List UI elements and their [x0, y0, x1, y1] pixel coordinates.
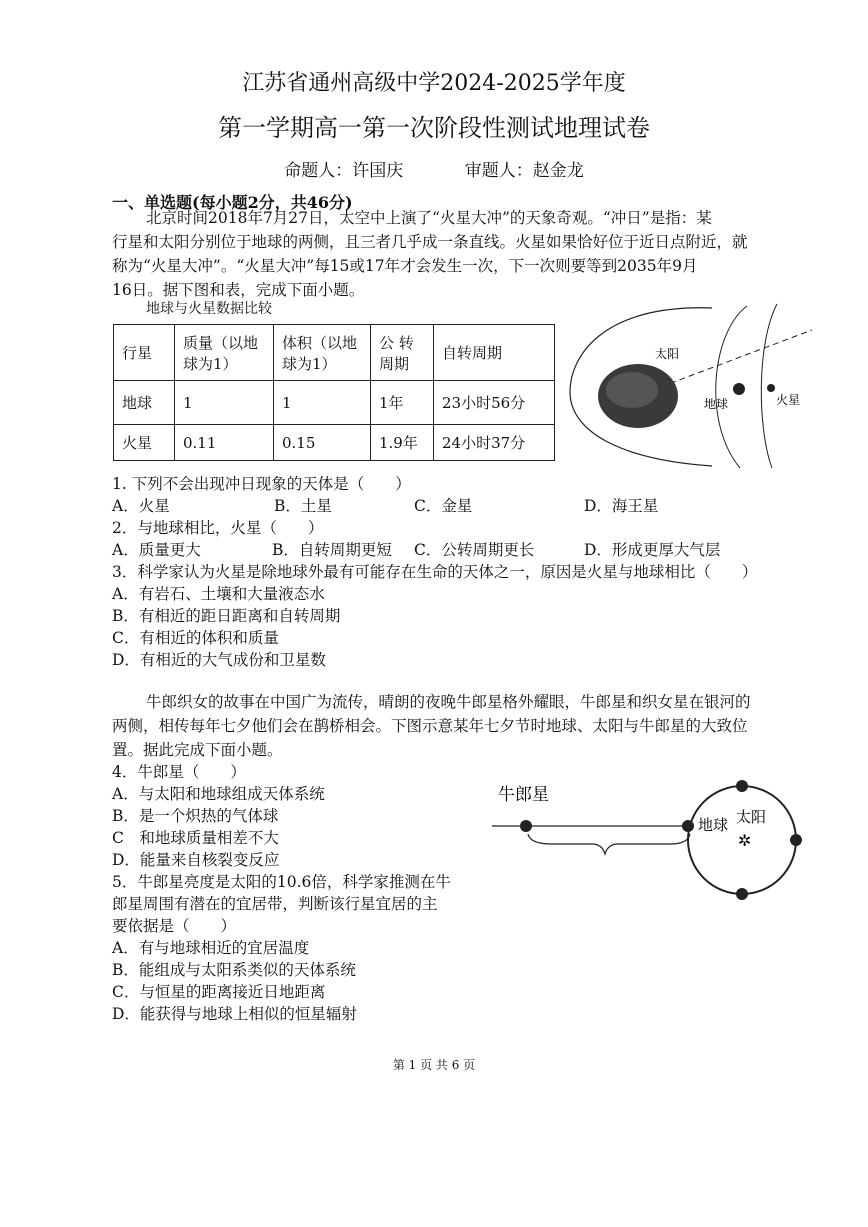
earth-label: 地球 [704, 397, 729, 411]
q2-stem: 2．与地球相比，火星（ ） [112, 519, 324, 537]
mars-label: 火星 [776, 393, 801, 407]
q2-option-a[interactable]: A．质量更大 [112, 541, 201, 559]
q1-option-a[interactable]: A．火星 [112, 497, 170, 515]
earth-position-bottom [736, 888, 748, 900]
table-caption: 地球与火星数据比较 [146, 301, 272, 317]
table-header-row [114, 325, 555, 381]
table-cell: 1年 [371, 381, 434, 425]
passage2-line-1: 牛郎织女的故事在中国广为流传，晴朗的夜晚牛郎星格外耀眼，牛郎星和织女星在银河的 [146, 693, 751, 711]
q5-option-d[interactable]: D．能获得与地球上相似的恒星辐射 [112, 1005, 357, 1023]
altair-label: 牛郎星 [498, 785, 549, 805]
authors-line [0, 156, 868, 181]
earth-label-2: 地球 [698, 816, 729, 834]
exam-school-title: 江苏省通州高级中学2024-2025学年度 [242, 71, 626, 96]
planet-data-table [113, 324, 555, 461]
q5-stem-line-1: 5．牛郎星亮度是太阳的10.6倍，科学家推测在牛 [112, 873, 451, 891]
table-row [114, 381, 555, 425]
q1-options [0, 494, 868, 516]
q4-option-b[interactable]: B．是一个炽热的气体球 [112, 807, 279, 825]
altair-diagram [492, 770, 812, 940]
passage2-line-2: 两侧，相传每年七夕他们会在鹊桥相会。下图示意某年七夕节时地球、太阳与牛郎星的大致位 [112, 717, 748, 735]
sun-label: 太阳 [655, 347, 680, 361]
table-cell: 1 [175, 381, 274, 425]
q1-stem: 1. 下列不会出现冲日现象的天体是（ ） [112, 475, 411, 493]
q4-stem: 4．牛郎星（ ） [112, 763, 246, 781]
q5-option-b[interactable]: B．能组成与太阳系类似的天体系统 [112, 961, 356, 979]
table-header-cell: 公 转周期 [371, 325, 434, 381]
q1-option-b[interactable]: B．土星 [274, 497, 332, 515]
intro-line-1: 北京时间2018年7月27日，太空中上演了“火星大冲”的天象奇观。“冲日”是指：某 [146, 209, 712, 227]
exam-title: 第一学期高一第一次阶段性测试地理试卷 [218, 114, 650, 142]
table-cell: 23小时56分 [434, 381, 555, 425]
distance-brace [528, 834, 690, 854]
q3-option-b[interactable]: B．有相近的距日距离和自转周期 [112, 607, 341, 625]
author: 命题人：许国庆 [284, 161, 404, 181]
q1-option-d[interactable]: D．海王星 [584, 497, 659, 515]
sun-texture [606, 372, 658, 408]
intro-line-3: 称为“火星大冲”。“火星大冲”每15或17年才会发生一次，下一次则要等到2035年9月 [112, 257, 698, 275]
page-number: 第 1 页 共 6 页 [392, 1058, 476, 1072]
table-header-cell: 质量（以地球为1） [175, 325, 274, 381]
q5-option-a[interactable]: A．有与地球相近的宜居温度 [112, 939, 310, 957]
q5-stem-line-3: 要依据是（ ） [112, 917, 237, 935]
table-header-cell: 行星 [114, 325, 175, 381]
earth-position-right [790, 834, 802, 846]
q3-option-d[interactable]: D．有相近的大气成份和卫星数 [112, 651, 326, 669]
q4-option-a[interactable]: A．与太阳和地球组成天体系统 [112, 785, 325, 803]
table-cell: 火星 [114, 425, 175, 461]
reviewer: 审题人：赵金龙 [464, 161, 584, 181]
section-heading: 一、单选题(每小题2分，共46分) [112, 193, 353, 212]
earth-position-top [736, 780, 748, 792]
intro-line-2: 行星和太阳分别位于地球的两侧，且三者几乎成一条直线。火星如果恰好位于近日点附近，就 [112, 233, 748, 251]
q3-option-c[interactable]: C．有相近的体积和质量 [112, 629, 279, 647]
q3-stem: 3．科学家认为火星是除地球外最有可能存在生命的天体之一，原因是火星与地球相比（ ） [112, 563, 758, 581]
altair-star-icon [520, 820, 532, 832]
table-row [114, 425, 555, 461]
earth-icon [733, 383, 745, 395]
table-cell: 0.11 [175, 425, 274, 461]
q1-option-c[interactable]: C．金星 [414, 497, 473, 515]
table-cell: 24小时37分 [434, 425, 555, 461]
q2-option-b[interactable]: B．自转周期更短 [272, 541, 392, 559]
table-cell: 1.9年 [371, 425, 434, 461]
table-cell: 地球 [114, 381, 175, 425]
opposition-diagram [562, 302, 820, 470]
table-cell: 1 [274, 381, 371, 425]
sun-label-2: 太阳 [736, 808, 767, 826]
q4-option-d[interactable]: D．能量来自核裂变反应 [112, 851, 280, 869]
q3-option-a[interactable]: A．有岩石、土壤和大量液态水 [112, 585, 325, 603]
q2-options [0, 538, 868, 560]
table-cell: 0.15 [274, 425, 371, 461]
q4-option-c[interactable]: C 和地球质量相差不大 [112, 829, 279, 847]
intro-line-4: 16日。据下图和表，完成下面小题。 [112, 281, 365, 299]
mars-icon [767, 384, 775, 392]
table-header-cell: 体积（以地球为1） [274, 325, 371, 381]
sun-icon-2: ✲ [738, 831, 752, 850]
earth-position-left [682, 820, 694, 832]
q2-option-d[interactable]: D．形成更厚大气层 [584, 541, 721, 559]
table-header-cell: 自转周期 [434, 325, 555, 381]
q5-stem-line-2: 郎星周围有潜在的宜居带，判断该行星宜居的主 [112, 895, 438, 913]
q2-option-c[interactable]: C．公转周期更长 [414, 541, 535, 559]
q5-option-c[interactable]: C．与恒星的距离接近日地距离 [112, 983, 326, 1001]
passage2-line-3: 置。据此完成下面小题。 [112, 741, 283, 759]
